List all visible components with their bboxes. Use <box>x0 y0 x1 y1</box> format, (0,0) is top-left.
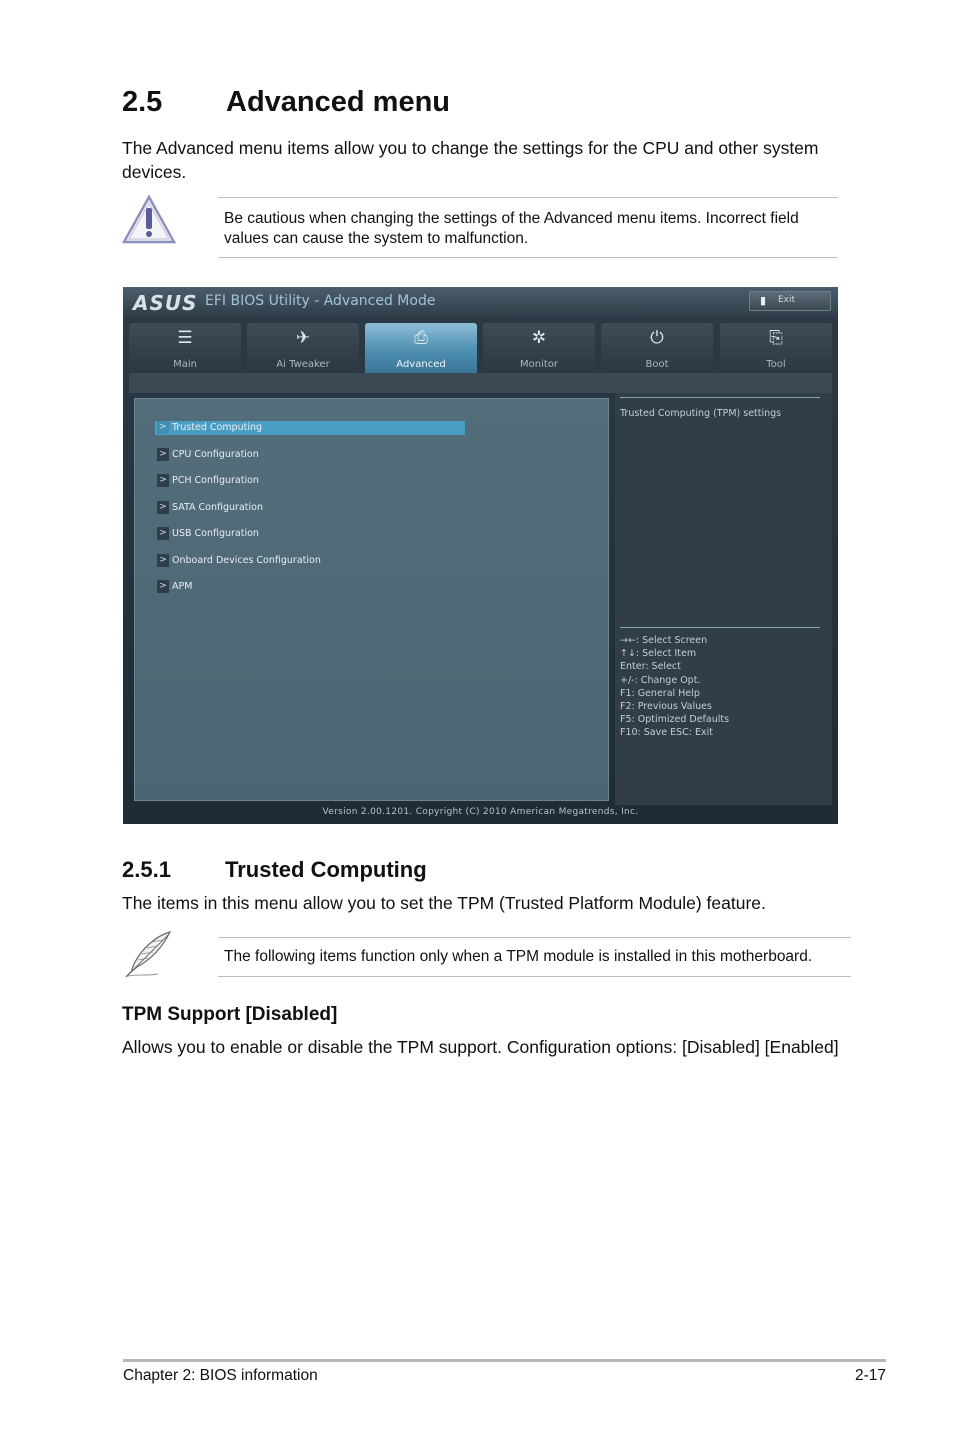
key-help-line: ↑↓: Select Item <box>620 648 697 660</box>
item-description: Allows you to enable or disable the TPM support. Configuration options: [Disabled] [Enabled] <box>122 1037 839 1057</box>
section-heading <box>122 86 450 119</box>
tab-advanced[interactable] <box>365 323 477 373</box>
warning-triangle-icon <box>122 194 176 246</box>
tab-label: Ai Tweaker <box>276 359 330 370</box>
key-help-list <box>620 634 729 740</box>
help-divider-keys <box>620 627 820 628</box>
menu-item-label: Trusted Computing <box>172 422 263 433</box>
caution-bottom-rule <box>218 257 838 258</box>
section-intro: The Advanced menu items allow you to change the settings for the CPU and other system devices. <box>122 138 819 182</box>
power-icon: ⏻ <box>650 328 664 348</box>
tab-label: Main <box>173 359 197 370</box>
help-divider-top <box>620 397 820 398</box>
exit-door-icon: ▮ <box>760 294 767 307</box>
key-help-line: →←: Select Screen <box>620 635 708 646</box>
tab-boot[interactable] <box>601 323 713 373</box>
tab-main[interactable] <box>129 323 241 373</box>
menu-item-onboard-devices[interactable] <box>155 554 465 568</box>
tab-label: Tool <box>766 359 786 370</box>
subsection-heading <box>122 857 427 883</box>
quill-pen-icon <box>122 930 174 980</box>
menu-item-apm[interactable] <box>155 580 465 594</box>
monitor-fan-icon: ✲ <box>531 328 547 348</box>
bios-screenshot <box>123 287 838 824</box>
key-help-line: F5: Optimized Defaults <box>620 714 730 726</box>
note-text: The following items function only when a TPM module is installed in this motherboard. <box>224 948 813 965</box>
key-help-line: F2: Previous Values <box>620 701 712 713</box>
tool-printer-icon: ⎘ <box>769 328 783 348</box>
chevron-right-icon: > <box>157 421 169 434</box>
item-help-text: Trusted Computing (TPM) settings <box>620 408 782 419</box>
subsection-title: Trusted Computing <box>225 857 427 882</box>
menu-item-cpu-configuration[interactable] <box>155 448 465 462</box>
section-number: 2.5 <box>122 86 163 118</box>
menu-item-label: Onboard Devices Configuration <box>172 555 321 566</box>
advanced-info-icon: ⎙ <box>414 328 428 348</box>
menu-item-trusted-computing[interactable] <box>155 421 465 435</box>
key-help-line: F1: General Help <box>620 687 700 699</box>
menu-item-label: CPU Configuration <box>172 449 259 460</box>
menu-item-usb-configuration[interactable] <box>155 527 465 541</box>
chevron-right-icon: > <box>157 554 169 567</box>
subsection-number: 2.5.1 <box>122 857 171 882</box>
tab-monitor[interactable] <box>483 323 595 373</box>
note-bottom-rule <box>218 976 851 977</box>
bios-version-footer: Version 2.00.1201. Copyright (C) 2010 American Megatrends, Inc. <box>322 807 639 817</box>
bios-title: EFI BIOS Utility - Advanced Mode <box>205 293 436 309</box>
chevron-right-icon: > <box>157 474 169 487</box>
bios-menu-panel <box>134 398 609 801</box>
subsection-intro: The items in this menu allow you to set the TPM (Trusted Platform Module) feature. <box>122 893 766 913</box>
chevron-right-icon: > <box>157 501 169 514</box>
bios-title-bar <box>123 287 838 317</box>
caution-text: Be cautious when changing the settings of the Advanced menu items. Incorrect field values can cause the system to malfunction. <box>224 210 799 247</box>
menu-item-pch-configuration[interactable] <box>155 474 465 488</box>
exit-label: Exit <box>778 295 796 305</box>
menu-item-label: PCH Configuration <box>172 475 259 486</box>
chevron-right-icon: > <box>157 448 169 461</box>
chevron-right-icon: > <box>157 527 169 540</box>
key-help-line: F10: Save ESC: Exit <box>620 727 713 739</box>
menu-item-sata-configuration[interactable] <box>155 501 465 515</box>
menu-item-label: APM <box>172 581 193 592</box>
tab-label: Advanced <box>396 359 446 370</box>
key-help-line: Enter: Select <box>620 661 681 673</box>
footer-page-number: 2-17 <box>855 1367 887 1384</box>
menu-item-label: SATA Configuration <box>172 502 263 513</box>
tab-tool[interactable] <box>720 323 832 373</box>
exit-button[interactable] <box>749 291 831 311</box>
bios-help-panel <box>615 393 832 805</box>
bios-subbar <box>129 373 832 393</box>
chevron-right-icon: > <box>157 580 169 593</box>
item-heading: TPM Support [Disabled] <box>122 1004 338 1025</box>
tweaker-icon: ✈ <box>295 328 311 348</box>
tab-label: Monitor <box>519 359 558 370</box>
list-icon: ☰ <box>177 328 193 348</box>
note-top-rule <box>218 937 851 938</box>
tab-label: Boot <box>645 359 669 370</box>
caution-top-rule <box>218 197 838 198</box>
asus-logo: ASUS <box>133 291 198 315</box>
key-help-line: +/-: Change Opt. <box>620 674 701 686</box>
menu-item-label: USB Configuration <box>172 528 259 539</box>
tab-ai-tweaker[interactable] <box>247 323 359 373</box>
footer-chapter: Chapter 2: BIOS information <box>123 1367 318 1384</box>
footer-rule <box>123 1359 886 1362</box>
section-title: Advanced menu <box>226 86 450 118</box>
